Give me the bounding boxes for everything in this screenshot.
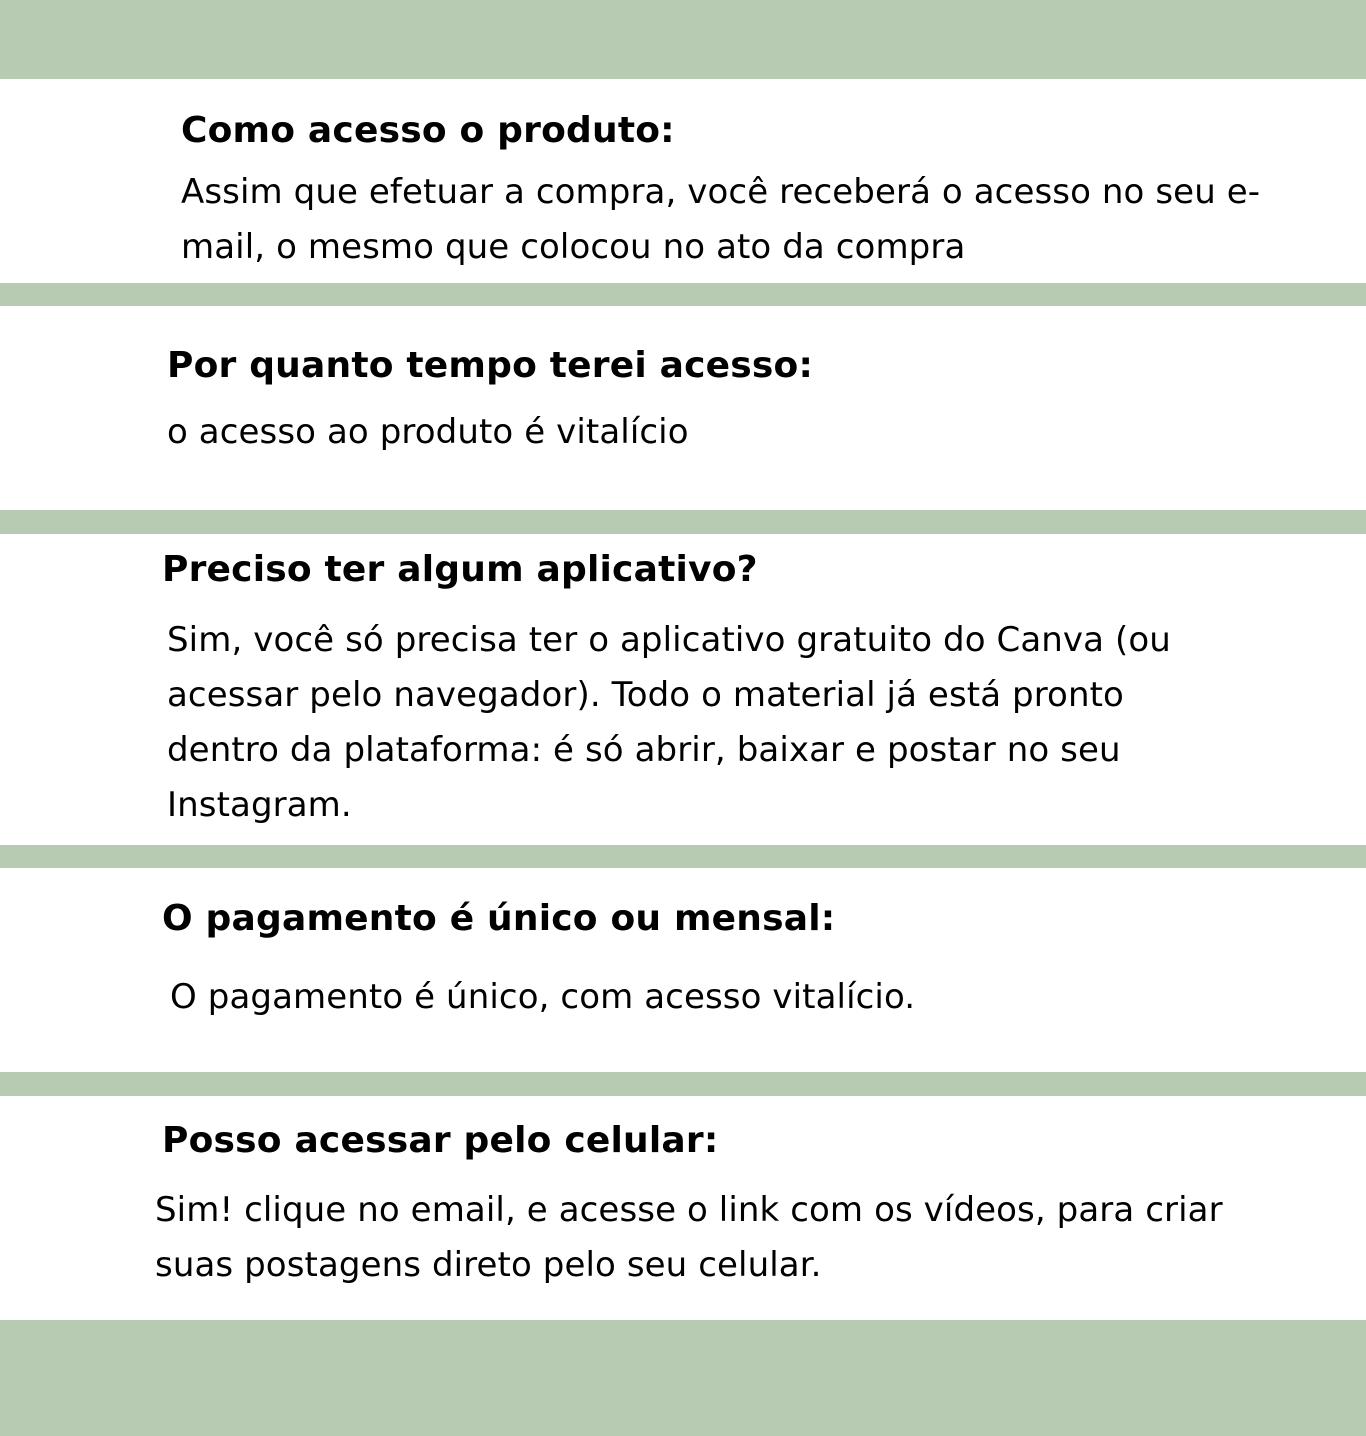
faq-item-mobile	[0, 1096, 1366, 1320]
faq-question: Como acesso o produto:	[181, 110, 675, 151]
faq-answer: o acesso ao produto é vitalício	[167, 412, 689, 452]
faq-question: O pagamento é único ou mensal:	[162, 898, 836, 939]
faq-answer: Sim, você só precisa ter o aplicativo gratuito do Canva (ou acessar pelo navegador). Todo o material já está pronto dentro da plataforma: é só abrir, baixar e postar no seu Instagram.	[167, 620, 1171, 825]
faq-question: Preciso ter algum aplicativo?	[162, 549, 758, 590]
faq-answer: O pagamento é único, com acesso vitalício.	[170, 977, 916, 1017]
faq-answer: Sim! clique no email, e acesse o link com os vídeos, para criar suas postagens direto pelo seu celular.	[155, 1190, 1223, 1285]
faq-item-app	[0, 534, 1366, 845]
faq-question: Posso acessar pelo celular:	[162, 1120, 719, 1161]
faq-item-payment	[0, 868, 1366, 1072]
faq-item-duration	[0, 306, 1366, 510]
faq-answer: Assim que efetuar a compra, você receberá o acesso no seu e-mail, o mesmo que colocou no ato da compra	[181, 172, 1261, 267]
faq-question: Por quanto tempo terei acesso:	[167, 345, 814, 386]
faq-item-access	[0, 79, 1366, 283]
